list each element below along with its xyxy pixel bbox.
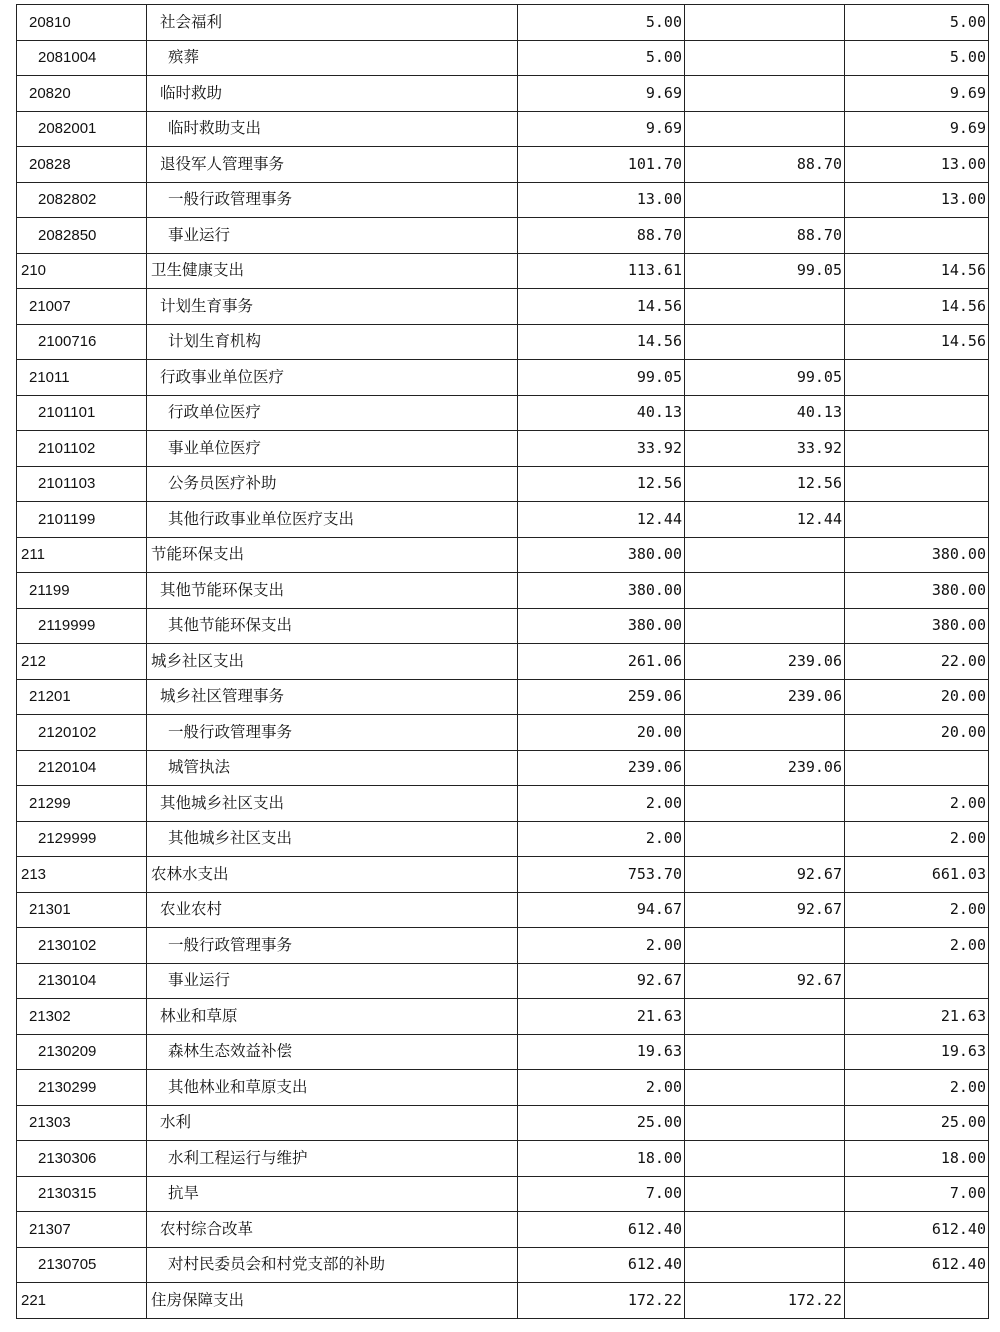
table-row bbox=[17, 395, 989, 431]
project-expenditure-cell: 612.40 bbox=[845, 1247, 989, 1283]
subject-code-cell: 21201 bbox=[17, 679, 147, 715]
table-row bbox=[17, 466, 989, 502]
subject-code-cell: 221 bbox=[17, 1283, 147, 1319]
subject-code-cell: 2130315 bbox=[17, 1176, 147, 1212]
basic-expenditure-cell bbox=[685, 1070, 845, 1106]
table-row bbox=[17, 147, 989, 183]
project-expenditure-cell: 14.56 bbox=[845, 324, 989, 360]
subject-name-cell: 其他节能环保支出 bbox=[147, 573, 518, 609]
table-row bbox=[17, 253, 989, 289]
table-row bbox=[17, 573, 989, 609]
total-amount-cell: 18.00 bbox=[518, 1141, 685, 1177]
table-row bbox=[17, 679, 989, 715]
subject-code-cell: 2130705 bbox=[17, 1247, 147, 1283]
table-body bbox=[17, 5, 989, 1319]
basic-expenditure-cell: 92.67 bbox=[685, 857, 845, 893]
project-expenditure-cell: 380.00 bbox=[845, 537, 989, 573]
project-expenditure-cell: 19.63 bbox=[845, 1034, 989, 1070]
project-expenditure-cell bbox=[845, 218, 989, 254]
basic-expenditure-cell bbox=[685, 608, 845, 644]
basic-expenditure-cell bbox=[685, 928, 845, 964]
subject-code-cell: 21302 bbox=[17, 999, 147, 1035]
table-row bbox=[17, 715, 989, 751]
table-row bbox=[17, 1141, 989, 1177]
total-amount-cell: 25.00 bbox=[518, 1105, 685, 1141]
project-expenditure-cell bbox=[845, 395, 989, 431]
project-expenditure-cell: 22.00 bbox=[845, 644, 989, 680]
basic-expenditure-cell bbox=[685, 1212, 845, 1248]
project-expenditure-cell: 20.00 bbox=[845, 715, 989, 751]
project-expenditure-cell: 13.00 bbox=[845, 182, 989, 218]
subject-name-cell: 计划生育机构 bbox=[147, 324, 518, 360]
subject-name-cell: 农业农村 bbox=[147, 892, 518, 928]
project-expenditure-cell: 380.00 bbox=[845, 573, 989, 609]
table-row bbox=[17, 1034, 989, 1070]
table-row bbox=[17, 1283, 989, 1319]
subject-code-cell: 213 bbox=[17, 857, 147, 893]
project-expenditure-cell bbox=[845, 502, 989, 538]
subject-name-cell: 一般行政管理事务 bbox=[147, 182, 518, 218]
basic-expenditure-cell bbox=[685, 821, 845, 857]
basic-expenditure-cell: 92.67 bbox=[685, 963, 845, 999]
subject-code-cell: 211 bbox=[17, 537, 147, 573]
subject-name-cell: 社会福利 bbox=[147, 5, 518, 41]
total-amount-cell: 753.70 bbox=[518, 857, 685, 893]
basic-expenditure-cell bbox=[685, 1034, 845, 1070]
table-row bbox=[17, 360, 989, 396]
total-amount-cell: 12.44 bbox=[518, 502, 685, 538]
subject-name-cell: 森林生态效益补偿 bbox=[147, 1034, 518, 1070]
table-row bbox=[17, 786, 989, 822]
total-amount-cell: 113.61 bbox=[518, 253, 685, 289]
table-row bbox=[17, 928, 989, 964]
subject-code-cell: 2082001 bbox=[17, 111, 147, 147]
basic-expenditure-cell: 88.70 bbox=[685, 218, 845, 254]
total-amount-cell: 259.06 bbox=[518, 679, 685, 715]
total-amount-cell: 33.92 bbox=[518, 431, 685, 467]
project-expenditure-cell: 2.00 bbox=[845, 892, 989, 928]
total-amount-cell: 12.56 bbox=[518, 466, 685, 502]
total-amount-cell: 172.22 bbox=[518, 1283, 685, 1319]
table-row bbox=[17, 857, 989, 893]
total-amount-cell: 2.00 bbox=[518, 928, 685, 964]
subject-name-cell: 其他行政事业单位医疗支出 bbox=[147, 502, 518, 538]
project-expenditure-cell: 13.00 bbox=[845, 147, 989, 183]
basic-expenditure-cell: 99.05 bbox=[685, 253, 845, 289]
project-expenditure-cell bbox=[845, 360, 989, 396]
table-row bbox=[17, 1176, 989, 1212]
project-expenditure-cell bbox=[845, 1283, 989, 1319]
total-amount-cell: 5.00 bbox=[518, 40, 685, 76]
basic-expenditure-cell: 33.92 bbox=[685, 431, 845, 467]
subject-name-cell: 计划生育事务 bbox=[147, 289, 518, 325]
subject-code-cell: 2081004 bbox=[17, 40, 147, 76]
total-amount-cell: 92.67 bbox=[518, 963, 685, 999]
table-row bbox=[17, 963, 989, 999]
total-amount-cell: 2.00 bbox=[518, 786, 685, 822]
project-expenditure-cell: 21.63 bbox=[845, 999, 989, 1035]
table-row bbox=[17, 431, 989, 467]
subject-name-cell: 城乡社区管理事务 bbox=[147, 679, 518, 715]
basic-expenditure-cell bbox=[685, 715, 845, 751]
table-row bbox=[17, 537, 989, 573]
total-amount-cell: 19.63 bbox=[518, 1034, 685, 1070]
table-row bbox=[17, 182, 989, 218]
subject-code-cell: 21199 bbox=[17, 573, 147, 609]
table-row bbox=[17, 76, 989, 112]
basic-expenditure-cell: 99.05 bbox=[685, 360, 845, 396]
subject-code-cell: 2101101 bbox=[17, 395, 147, 431]
basic-expenditure-cell bbox=[685, 324, 845, 360]
subject-code-cell: 21299 bbox=[17, 786, 147, 822]
project-expenditure-cell: 20.00 bbox=[845, 679, 989, 715]
project-expenditure-cell: 5.00 bbox=[845, 40, 989, 76]
subject-name-cell: 对村民委员会和村党支部的补助 bbox=[147, 1247, 518, 1283]
total-amount-cell: 380.00 bbox=[518, 608, 685, 644]
subject-name-cell: 临时救助 bbox=[147, 76, 518, 112]
project-expenditure-cell: 5.00 bbox=[845, 5, 989, 41]
subject-name-cell: 卫生健康支出 bbox=[147, 253, 518, 289]
basic-expenditure-cell bbox=[685, 1105, 845, 1141]
basic-expenditure-cell bbox=[685, 40, 845, 76]
subject-code-cell: 2130299 bbox=[17, 1070, 147, 1106]
basic-expenditure-cell bbox=[685, 999, 845, 1035]
subject-code-cell: 21307 bbox=[17, 1212, 147, 1248]
basic-expenditure-cell: 239.06 bbox=[685, 679, 845, 715]
table-row bbox=[17, 1247, 989, 1283]
table-row bbox=[17, 750, 989, 786]
basic-expenditure-cell bbox=[685, 111, 845, 147]
subject-name-cell: 水利工程运行与维护 bbox=[147, 1141, 518, 1177]
total-amount-cell: 5.00 bbox=[518, 5, 685, 41]
total-amount-cell: 612.40 bbox=[518, 1247, 685, 1283]
basic-expenditure-cell bbox=[685, 537, 845, 573]
basic-expenditure-cell: 40.13 bbox=[685, 395, 845, 431]
project-expenditure-cell: 9.69 bbox=[845, 111, 989, 147]
basic-expenditure-cell: 12.56 bbox=[685, 466, 845, 502]
subject-name-cell: 临时救助支出 bbox=[147, 111, 518, 147]
subject-name-cell: 事业单位医疗 bbox=[147, 431, 518, 467]
table-row bbox=[17, 1070, 989, 1106]
project-expenditure-cell bbox=[845, 466, 989, 502]
total-amount-cell: 2.00 bbox=[518, 821, 685, 857]
total-amount-cell: 261.06 bbox=[518, 644, 685, 680]
subject-name-cell: 公务员医疗补助 bbox=[147, 466, 518, 502]
subject-name-cell: 农林水支出 bbox=[147, 857, 518, 893]
subject-name-cell: 行政事业单位医疗 bbox=[147, 360, 518, 396]
project-expenditure-cell: 14.56 bbox=[845, 253, 989, 289]
subject-code-cell: 20810 bbox=[17, 5, 147, 41]
project-expenditure-cell bbox=[845, 963, 989, 999]
table-row bbox=[17, 999, 989, 1035]
total-amount-cell: 94.67 bbox=[518, 892, 685, 928]
subject-code-cell: 2101199 bbox=[17, 502, 147, 538]
subject-code-cell: 2120104 bbox=[17, 750, 147, 786]
subject-code-cell: 2130102 bbox=[17, 928, 147, 964]
table-row bbox=[17, 821, 989, 857]
subject-name-cell: 节能环保支出 bbox=[147, 537, 518, 573]
subject-name-cell: 其他城乡社区支出 bbox=[147, 786, 518, 822]
subject-code-cell: 21303 bbox=[17, 1105, 147, 1141]
subject-code-cell: 2119999 bbox=[17, 608, 147, 644]
total-amount-cell: 9.69 bbox=[518, 76, 685, 112]
total-amount-cell: 101.70 bbox=[518, 147, 685, 183]
subject-code-cell: 2130104 bbox=[17, 963, 147, 999]
subject-code-cell: 20820 bbox=[17, 76, 147, 112]
subject-name-cell: 水利 bbox=[147, 1105, 518, 1141]
subject-name-cell: 抗旱 bbox=[147, 1176, 518, 1212]
total-amount-cell: 40.13 bbox=[518, 395, 685, 431]
total-amount-cell: 239.06 bbox=[518, 750, 685, 786]
subject-name-cell: 行政单位医疗 bbox=[147, 395, 518, 431]
basic-expenditure-cell bbox=[685, 1247, 845, 1283]
total-amount-cell: 612.40 bbox=[518, 1212, 685, 1248]
subject-name-cell: 住房保障支出 bbox=[147, 1283, 518, 1319]
subject-name-cell: 其他林业和草原支出 bbox=[147, 1070, 518, 1106]
project-expenditure-cell: 14.56 bbox=[845, 289, 989, 325]
subject-name-cell: 事业运行 bbox=[147, 963, 518, 999]
subject-code-cell: 212 bbox=[17, 644, 147, 680]
project-expenditure-cell bbox=[845, 431, 989, 467]
project-expenditure-cell: 25.00 bbox=[845, 1105, 989, 1141]
basic-expenditure-cell: 172.22 bbox=[685, 1283, 845, 1319]
table-row bbox=[17, 111, 989, 147]
table-row bbox=[17, 289, 989, 325]
table-row bbox=[17, 892, 989, 928]
table-row bbox=[17, 324, 989, 360]
table-row bbox=[17, 218, 989, 254]
subject-code-cell: 210 bbox=[17, 253, 147, 289]
project-expenditure-cell: 2.00 bbox=[845, 821, 989, 857]
subject-code-cell: 2130306 bbox=[17, 1141, 147, 1177]
table-row bbox=[17, 1212, 989, 1248]
table-row bbox=[17, 608, 989, 644]
subject-code-cell: 20828 bbox=[17, 147, 147, 183]
subject-code-cell: 21011 bbox=[17, 360, 147, 396]
table-row bbox=[17, 5, 989, 41]
subject-code-cell: 21301 bbox=[17, 892, 147, 928]
subject-name-cell: 城管执法 bbox=[147, 750, 518, 786]
subject-code-cell: 2101102 bbox=[17, 431, 147, 467]
total-amount-cell: 13.00 bbox=[518, 182, 685, 218]
basic-expenditure-cell: 239.06 bbox=[685, 644, 845, 680]
subject-name-cell: 农村综合改革 bbox=[147, 1212, 518, 1248]
subject-code-cell: 2101103 bbox=[17, 466, 147, 502]
table-row bbox=[17, 644, 989, 680]
subject-code-cell: 2082802 bbox=[17, 182, 147, 218]
project-expenditure-cell: 2.00 bbox=[845, 786, 989, 822]
table-row bbox=[17, 502, 989, 538]
total-amount-cell: 99.05 bbox=[518, 360, 685, 396]
total-amount-cell: 14.56 bbox=[518, 289, 685, 325]
basic-expenditure-cell bbox=[685, 1141, 845, 1177]
table-row bbox=[17, 1105, 989, 1141]
total-amount-cell: 14.56 bbox=[518, 324, 685, 360]
basic-expenditure-cell: 239.06 bbox=[685, 750, 845, 786]
subject-code-cell: 2129999 bbox=[17, 821, 147, 857]
subject-code-cell: 2120102 bbox=[17, 715, 147, 751]
total-amount-cell: 380.00 bbox=[518, 573, 685, 609]
total-amount-cell: 21.63 bbox=[518, 999, 685, 1035]
project-expenditure-cell: 18.00 bbox=[845, 1141, 989, 1177]
total-amount-cell: 20.00 bbox=[518, 715, 685, 751]
project-expenditure-cell: 380.00 bbox=[845, 608, 989, 644]
budget-expenditure-table bbox=[16, 4, 989, 1319]
subject-name-cell: 殡葬 bbox=[147, 40, 518, 76]
subject-name-cell: 其他城乡社区支出 bbox=[147, 821, 518, 857]
table-row bbox=[17, 40, 989, 76]
basic-expenditure-cell bbox=[685, 182, 845, 218]
basic-expenditure-cell: 12.44 bbox=[685, 502, 845, 538]
project-expenditure-cell: 612.40 bbox=[845, 1212, 989, 1248]
project-expenditure-cell: 2.00 bbox=[845, 928, 989, 964]
basic-expenditure-cell: 92.67 bbox=[685, 892, 845, 928]
subject-name-cell: 城乡社区支出 bbox=[147, 644, 518, 680]
basic-expenditure-cell bbox=[685, 1176, 845, 1212]
subject-name-cell: 一般行政管理事务 bbox=[147, 715, 518, 751]
subject-name-cell: 其他节能环保支出 bbox=[147, 608, 518, 644]
basic-expenditure-cell bbox=[685, 289, 845, 325]
total-amount-cell: 7.00 bbox=[518, 1176, 685, 1212]
project-expenditure-cell: 7.00 bbox=[845, 1176, 989, 1212]
total-amount-cell: 380.00 bbox=[518, 537, 685, 573]
subject-name-cell: 一般行政管理事务 bbox=[147, 928, 518, 964]
basic-expenditure-cell bbox=[685, 573, 845, 609]
subject-code-cell: 2130209 bbox=[17, 1034, 147, 1070]
project-expenditure-cell: 2.00 bbox=[845, 1070, 989, 1106]
subject-name-cell: 退役军人管理事务 bbox=[147, 147, 518, 183]
total-amount-cell: 2.00 bbox=[518, 1070, 685, 1106]
basic-expenditure-cell bbox=[685, 76, 845, 112]
subject-code-cell: 2082850 bbox=[17, 218, 147, 254]
subject-code-cell: 2100716 bbox=[17, 324, 147, 360]
project-expenditure-cell bbox=[845, 750, 989, 786]
basic-expenditure-cell bbox=[685, 786, 845, 822]
project-expenditure-cell: 9.69 bbox=[845, 76, 989, 112]
total-amount-cell: 88.70 bbox=[518, 218, 685, 254]
subject-name-cell: 林业和草原 bbox=[147, 999, 518, 1035]
total-amount-cell: 9.69 bbox=[518, 111, 685, 147]
subject-code-cell: 21007 bbox=[17, 289, 147, 325]
project-expenditure-cell: 661.03 bbox=[845, 857, 989, 893]
subject-name-cell: 事业运行 bbox=[147, 218, 518, 254]
basic-expenditure-cell bbox=[685, 5, 845, 41]
basic-expenditure-cell: 88.70 bbox=[685, 147, 845, 183]
